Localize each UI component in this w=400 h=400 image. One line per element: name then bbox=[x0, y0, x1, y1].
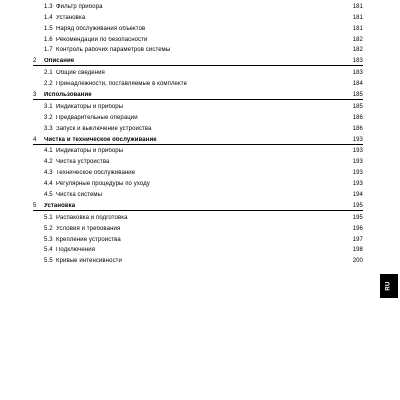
toc-entry-title: Чистка устройства bbox=[56, 159, 110, 166]
toc-entry[interactable] bbox=[33, 177, 363, 188]
toc-entry[interactable] bbox=[33, 244, 363, 255]
toc-entry-title: Крепление устройства bbox=[56, 236, 121, 243]
toc-entry-page: 181 bbox=[352, 25, 363, 32]
toc-entry[interactable] bbox=[33, 122, 363, 133]
language-tab bbox=[380, 274, 398, 298]
toc-entry-title: Предварительные операции bbox=[56, 114, 138, 121]
toc-entry-number: 4.5 bbox=[44, 192, 53, 199]
toc-entry-number: 4.3 bbox=[44, 170, 53, 177]
toc-entry-page: 197 bbox=[352, 236, 363, 243]
toc-entry[interactable] bbox=[33, 254, 363, 265]
toc-section-page: 183 bbox=[352, 58, 363, 65]
toc-entry-number: 2.2 bbox=[44, 81, 53, 88]
toc-section[interactable] bbox=[33, 133, 363, 145]
toc-entry-title: Распаковка и подготовка bbox=[56, 214, 128, 221]
toc-entry-title: Запуск и выключение устройства bbox=[56, 125, 152, 132]
language-tab-label: RU bbox=[386, 281, 392, 291]
toc-entry[interactable] bbox=[33, 44, 363, 55]
toc-entry-number: 1.4 bbox=[44, 14, 53, 21]
toc-entry-number: 1.3 bbox=[44, 3, 53, 10]
toc-entry-number: 1.7 bbox=[44, 47, 53, 54]
toc-entry[interactable] bbox=[33, 166, 363, 177]
toc-entry-number: 4.2 bbox=[44, 159, 53, 166]
toc-entry-title: Наряд обслуживания объектов bbox=[56, 25, 146, 32]
toc-entry-title: Кривые интенсивности bbox=[56, 258, 122, 265]
toc-entry-title: Принадлежности, поставляемые в комплекте bbox=[56, 81, 188, 88]
toc-entry-number: 1.5 bbox=[44, 25, 53, 32]
toc-section-number: 4 bbox=[33, 136, 37, 143]
toc-entry-page: 200 bbox=[352, 258, 363, 265]
toc-entry-title: Регулярные процедуры по уходу bbox=[56, 181, 150, 188]
toc-entry[interactable] bbox=[33, 233, 363, 244]
toc-section-number: 5 bbox=[33, 202, 37, 209]
toc-entry-page: 182 bbox=[352, 47, 363, 54]
toc-entry-page: 186 bbox=[352, 114, 363, 121]
toc-entry-number: 3.3 bbox=[44, 125, 53, 132]
toc-section[interactable] bbox=[33, 54, 363, 66]
toc-entry-page: 182 bbox=[352, 36, 363, 43]
toc-entry-number: 5.1 bbox=[44, 214, 53, 221]
toc-section[interactable] bbox=[33, 199, 363, 211]
toc-entry-page: 186 bbox=[352, 125, 363, 132]
toc-section[interactable] bbox=[33, 88, 363, 100]
toc-entry-title: Фильтр прибора bbox=[56, 3, 103, 10]
toc-entry[interactable] bbox=[33, 188, 363, 199]
toc-entry-page: 181 bbox=[352, 3, 363, 10]
toc-entry-page: 195 bbox=[352, 214, 363, 221]
toc-entry[interactable] bbox=[33, 22, 363, 33]
toc-entry-page: 193 bbox=[352, 170, 363, 177]
toc-entry[interactable] bbox=[33, 66, 363, 77]
toc-entry-page: 184 bbox=[352, 81, 363, 88]
toc-section-number: 2 bbox=[33, 58, 37, 65]
toc-entry[interactable] bbox=[33, 100, 363, 111]
toc-entry-number: 3.2 bbox=[44, 114, 53, 121]
toc-entry-title: Рекомендации по безопасности bbox=[56, 36, 148, 43]
toc-entry[interactable] bbox=[33, 33, 363, 44]
toc-entry-title: Условия и требования bbox=[56, 225, 121, 232]
toc-entry-title: Техническое обслуживание bbox=[56, 170, 136, 177]
toc-section-title: Установка bbox=[44, 202, 76, 209]
toc-entry-page: 196 bbox=[352, 225, 363, 232]
toc-entry[interactable] bbox=[33, 145, 363, 156]
toc-entry-number: 5.4 bbox=[44, 247, 53, 254]
toc-section-page: 185 bbox=[352, 92, 363, 99]
toc-section-page: 195 bbox=[352, 202, 363, 209]
toc-entry-page: 198 bbox=[352, 247, 363, 254]
toc-entry-page: 181 bbox=[352, 14, 363, 21]
toc-entry-page: 183 bbox=[352, 70, 363, 77]
toc-entry-number: 5.3 bbox=[44, 236, 53, 243]
toc-entry-title: Контроль рабочих параметров системы bbox=[56, 47, 171, 54]
toc-entry-page: 185 bbox=[352, 103, 363, 110]
toc-entry-title: Индикаторы и приборы bbox=[56, 103, 124, 110]
toc-section-page: 193 bbox=[352, 136, 363, 143]
toc-entry-title: Подключения bbox=[56, 247, 96, 254]
toc-entry-page: 193 bbox=[352, 148, 363, 155]
toc-entry-title: Чистка системы bbox=[56, 192, 103, 199]
toc-entry[interactable] bbox=[33, 11, 363, 22]
toc-section-number: 3 bbox=[33, 92, 37, 99]
toc-entry-title: Установка bbox=[56, 14, 86, 21]
toc-entry-page: 193 bbox=[352, 181, 363, 188]
toc-entry[interactable] bbox=[33, 111, 363, 122]
toc-entry[interactable] bbox=[33, 211, 363, 222]
toc-entry[interactable] bbox=[33, 77, 363, 88]
toc-entry-page: 193 bbox=[352, 159, 363, 166]
toc-section-title: Чистка и техническое обслуживание bbox=[44, 136, 157, 143]
toc-entry-number: 3.1 bbox=[44, 103, 53, 110]
toc-entry-number: 1.6 bbox=[44, 36, 53, 43]
toc-entry[interactable] bbox=[33, 0, 363, 11]
toc-entry-number: 2.1 bbox=[44, 70, 53, 77]
toc-section-title: Описание bbox=[44, 58, 75, 65]
toc-entry-number: 4.4 bbox=[44, 181, 53, 188]
toc-section-title: Использование bbox=[44, 92, 92, 99]
table-of-contents bbox=[33, 0, 363, 265]
toc-entry-number: 4.1 bbox=[44, 148, 53, 155]
toc-entry-title: Индикаторы и приборы bbox=[56, 148, 124, 155]
toc-entry-number: 5.5 bbox=[44, 258, 53, 265]
toc-entry-number: 5.2 bbox=[44, 225, 53, 232]
toc-entry-title: Общие сведения bbox=[56, 70, 105, 77]
toc-entry[interactable] bbox=[33, 155, 363, 166]
toc-entry-page: 194 bbox=[352, 192, 363, 199]
toc-entry[interactable] bbox=[33, 222, 363, 233]
